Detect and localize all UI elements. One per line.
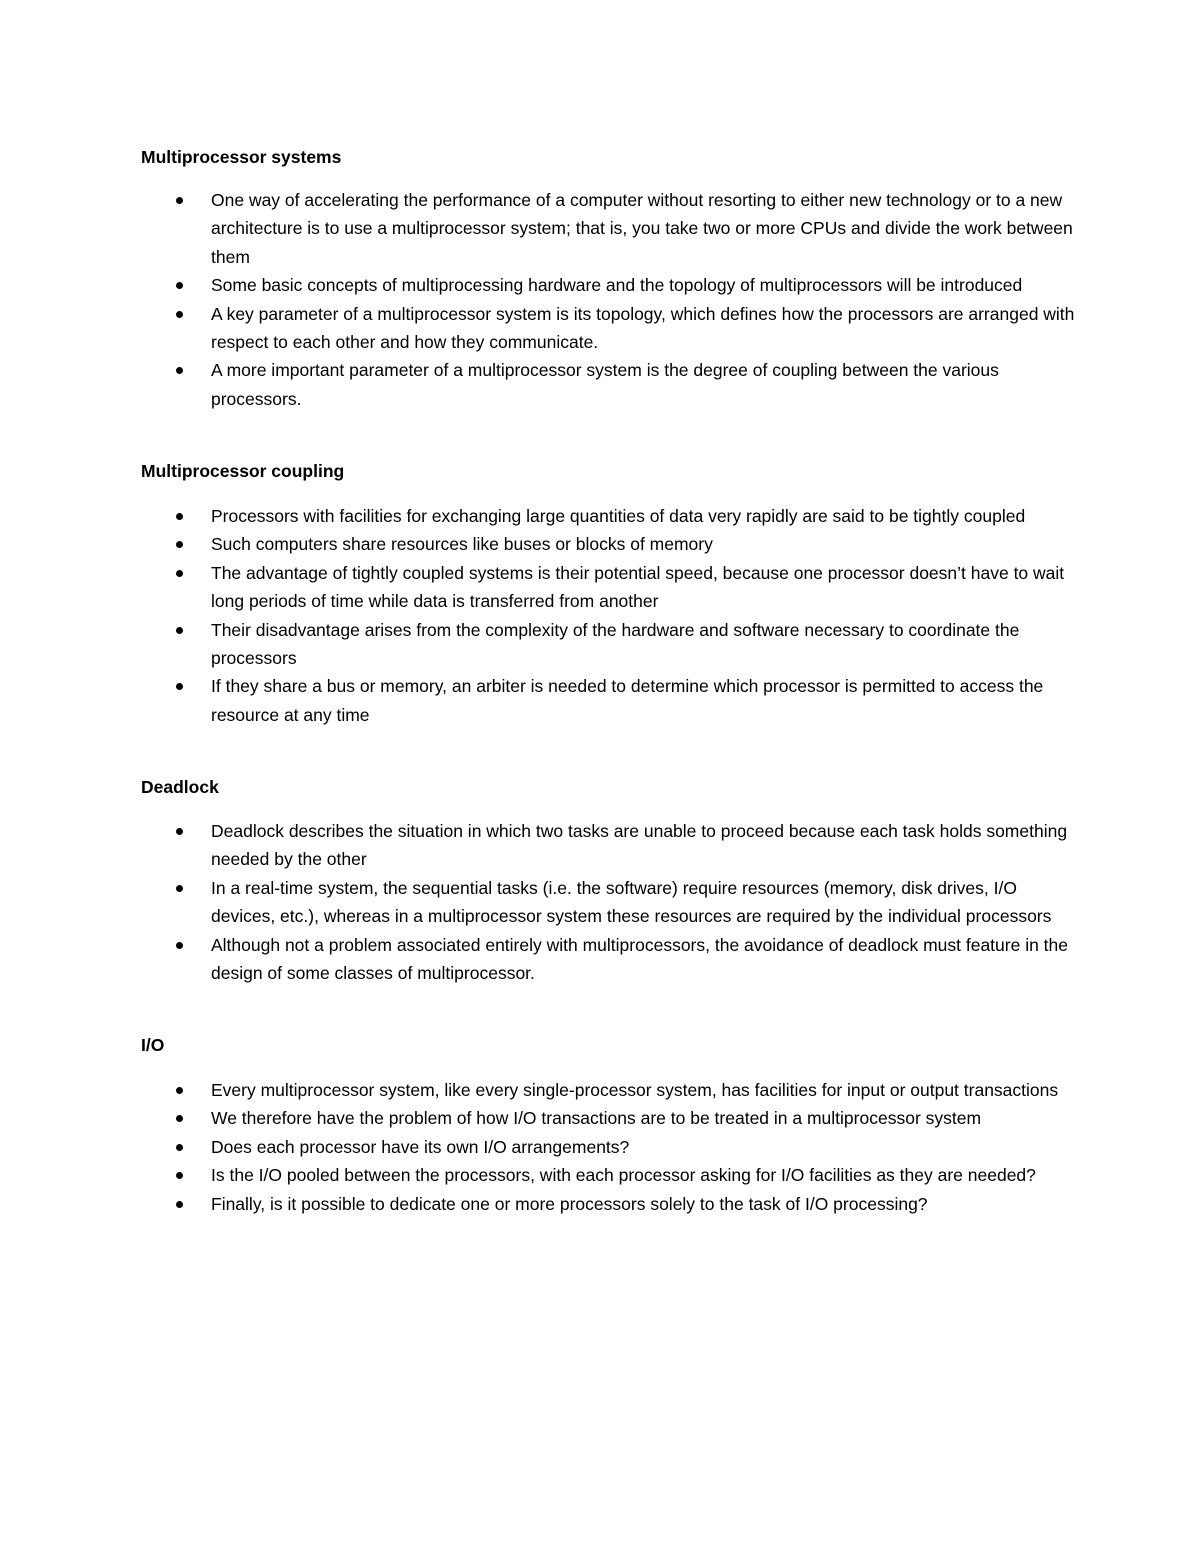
list-item	[0, 300, 1200, 357]
list-item	[0, 1161, 1200, 1189]
list-item	[0, 271, 1200, 299]
section-heading-multiprocessor-systems: Multiprocessor systems	[141, 147, 342, 167]
bullet-icon	[176, 570, 183, 577]
bullet-icon	[176, 1087, 183, 1094]
bullet-icon	[176, 885, 183, 892]
list-item	[0, 672, 1200, 729]
list-item-text: A key parameter of a multiprocessor system is its topology, which defines how the processors are arranged with respect to each other and how they communicate.	[211, 303, 1075, 353]
list-item	[0, 1104, 1200, 1132]
list-item-text: Their disadvantage arises from the complexity of the hardware and software necessary to coordinate the processors	[211, 619, 1020, 669]
list-item-text: Although not a problem associated entirely with multiprocessors, the avoidance of deadlock must feature in the design of some classes of multiprocessor.	[211, 934, 1069, 984]
section-heading-multiprocessor-coupling: Multiprocessor coupling	[141, 461, 345, 481]
list-item-text: Finally, is it possible to dedicate one or more processors solely to the task of I/O processing?	[211, 1193, 928, 1214]
bullet-list-multiprocessor-systems	[0, 186, 1200, 413]
list-item-text: Processors with facilities for exchanging large quantities of data very rapidly are said to be tightly coupled	[211, 506, 1026, 526]
bullet-icon	[176, 942, 183, 949]
list-item-text: If they share a bus or memory, an arbiter is needed to determine which processor is permitted to access the resource at any time	[211, 676, 1044, 725]
list-item-text: One way of accelerating the performance of a computer without resorting to either new technology or to a new architecture is to use a multiprocessor system; that is, you take two or more CPUs and divide the work between them	[211, 190, 1073, 267]
list-item	[0, 931, 1200, 988]
section-heading-deadlock: Deadlock	[141, 777, 219, 797]
list-item	[0, 186, 1200, 271]
list-item-text: In a real-time system, the sequential tasks (i.e. the software) require resources (memory, disk drives, I/O devices, etc.), whereas in a multiprocessor system these resources are required by the individual processors	[211, 877, 1052, 927]
list-item	[0, 874, 1200, 931]
bullet-list-deadlock	[0, 817, 1200, 987]
bullet-icon	[176, 311, 183, 318]
list-item	[0, 502, 1200, 530]
bullet-icon	[176, 828, 183, 835]
list-item-text: Is the I/O pooled between the processors, with each processor asking for I/O facilities as they are needed?	[211, 1165, 1036, 1186]
bullet-icon	[176, 627, 183, 634]
list-item-text: Every multiprocessor system, like every single-processor system, has facilities for input or output transactions	[211, 1080, 1059, 1100]
list-item	[0, 1133, 1200, 1161]
list-item	[0, 616, 1200, 673]
list-item	[0, 356, 1200, 413]
bullet-icon	[176, 1144, 183, 1151]
list-item-text: Some basic concepts of multiprocessing hardware and the topology of multiprocessors will be introduced	[211, 275, 1023, 296]
list-item	[0, 530, 1200, 558]
list-item-text: The advantage of tightly coupled systems is their potential speed, because one processor doesn’t have to wait long periods of time while data is transferred from another	[211, 562, 1065, 612]
list-item	[0, 1076, 1200, 1104]
list-item-text: Does each processor have its own I/O arrangements?	[211, 1136, 630, 1157]
bullet-icon	[176, 1172, 183, 1179]
section-heading-io: I/O	[141, 1035, 165, 1055]
bullet-icon	[176, 1201, 183, 1208]
bullet-icon	[176, 1115, 183, 1122]
bullet-list-multiprocessor-coupling	[0, 502, 1200, 729]
list-item	[0, 1190, 1200, 1218]
bullet-icon	[176, 513, 183, 520]
bullet-icon	[176, 197, 183, 204]
list-item-text: We therefore have the problem of how I/O transactions are to be treated in a multiprocessor system	[211, 1108, 982, 1129]
bullet-icon	[176, 282, 183, 289]
bullet-icon	[176, 367, 183, 374]
bullet-list-io	[0, 1076, 1200, 1218]
list-item-text: A more important parameter of a multiprocessor system is the degree of coupling between the various processors.	[211, 360, 999, 409]
bullet-icon	[176, 541, 183, 548]
list-item	[0, 559, 1200, 616]
list-item-text: Deadlock describes the situation in which two tasks are unable to proceed because each task holds something needed by the other	[211, 821, 1068, 870]
list-item	[0, 817, 1200, 874]
bullet-icon	[176, 683, 183, 690]
list-item-text: Such computers share resources like buses or blocks of memory	[211, 534, 713, 555]
